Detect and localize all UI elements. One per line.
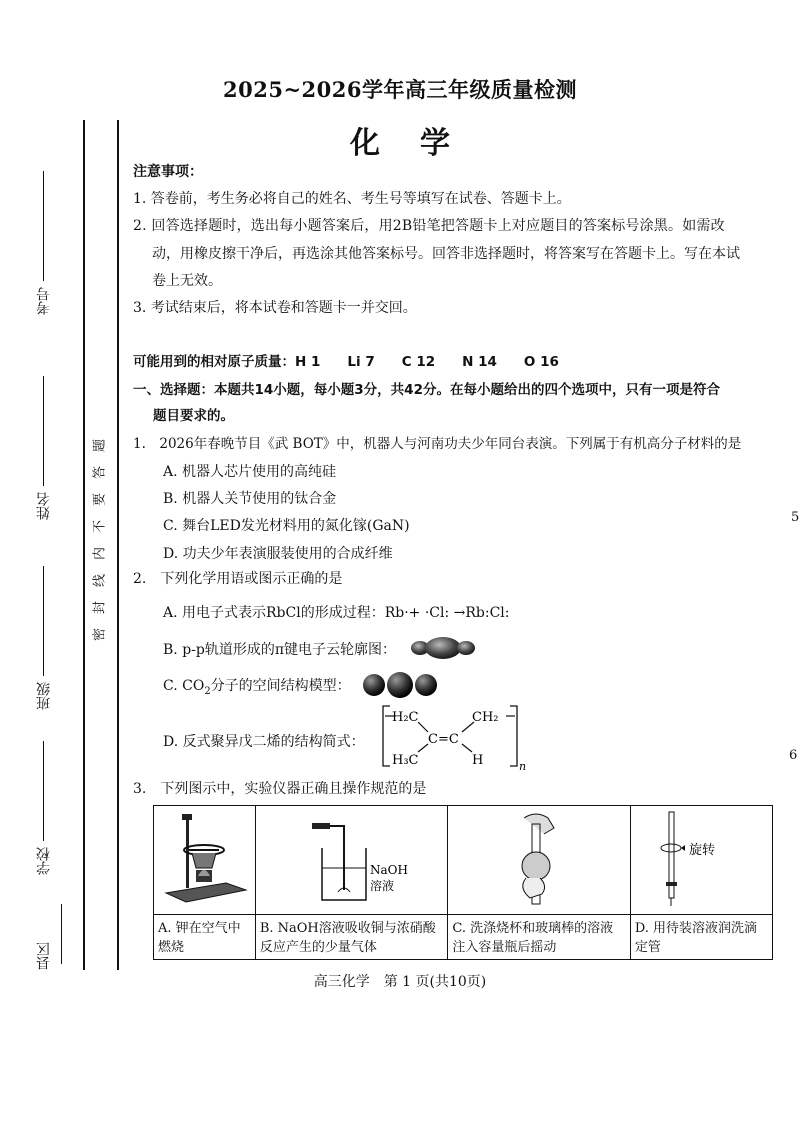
page-footer: 高三化学 第 1 页(共10页) xyxy=(313,974,487,990)
edge-glyph-6: 6 xyxy=(789,748,798,763)
volumetric-flask-icon xyxy=(454,808,624,908)
q2-option-c: C. $CO_2$分子的空间结构模型： xyxy=(163,678,351,697)
solution-label: 溶液 xyxy=(369,879,394,893)
apparatus-table xyxy=(153,805,773,960)
notice-item-1: 1. 答卷前，考生务必将自己的姓名、考生号等填写在试卷、答题卡上。 xyxy=(133,191,571,207)
notice-item-2-cont: 动，用橡皮擦干净后，再选涂其他答案标号。回答非选择题时，将答案写在答题卡上。写在本试 xyxy=(152,246,740,262)
subject-title: 化学 xyxy=(350,126,490,161)
caption-c: C. 洗涤烧杯和玻璃棒的溶液注入容量瓶后摇动 xyxy=(448,915,630,960)
q2-option-a: A. 用电子式表示RbCl的形成过程：Rb·+ ·Cl: →Rb:Cl: xyxy=(163,605,510,621)
caption-a: A. 钾在空气中燃烧 xyxy=(154,915,256,960)
crucible-stand-icon xyxy=(156,808,252,908)
field-exam-number: 考号 xyxy=(34,165,58,315)
field-name: 姓名 xyxy=(34,370,58,520)
apparatus-d-cell xyxy=(630,806,772,915)
q1-option-d: D. 功夫少年表演服装使用的合成纤维 xyxy=(163,546,393,562)
co2-model-icon xyxy=(360,670,440,700)
h3c-label: H₃C xyxy=(392,753,419,768)
binding-line-inner xyxy=(117,120,119,970)
apparatus-c-cell xyxy=(448,806,630,915)
notice-item-3: 3. 考试结束后，将本试卷和答题卡一并交回。 xyxy=(133,300,417,316)
notice-item-2: 2. 回答选择题时，选出每小题答案后，用2B铅笔把答题卡上对应题目的答案标号涂黑。如需改 xyxy=(133,218,725,234)
seal-warning: 题 答 要 不 内 线 封 密 xyxy=(92,439,108,642)
notice-item-2-cont2: 卷上无效。 xyxy=(152,273,222,289)
q1-stem: 1. 2026年春晚节目《武 BOT》中，机器人与河南功夫少年同台表演。下列属于有机高分子材料的是 xyxy=(133,436,742,452)
apparatus-a-cell xyxy=(154,806,256,915)
field-class: 班级 xyxy=(34,560,58,710)
burette-icon xyxy=(633,808,769,908)
h2c-label: H₂C xyxy=(392,710,419,725)
field-school: 学校 xyxy=(34,735,58,875)
h-label: H xyxy=(472,753,484,768)
caption-d: D. 用待装溶液润洗滴定管 xyxy=(630,915,772,960)
q2-option-b: B. p-p轨道形成的π键电子云轮廓图： xyxy=(163,642,397,658)
cc-double-bond: C=C xyxy=(428,732,459,747)
q3-stem: 3. 下列图示中，实验仪器正确且操作规范的是 xyxy=(133,781,427,797)
section1-line1: 一、选择题：本题共14小题，每小题3分，共42分。在每小题给出的四个选项中，只有一项是符合 xyxy=(133,382,720,398)
ch2-label: CH₂ xyxy=(472,710,499,725)
q1-option-b: B. 机器人关节使用的钛合金 xyxy=(163,491,337,507)
edge-glyph-5: 5 xyxy=(791,510,800,525)
section1-line2: 题目要求的。 xyxy=(153,408,234,424)
q2-stem: 2. 下列化学用语或图示正确的是 xyxy=(133,571,343,587)
caption-b: B. NaOH溶液吸收铜与浓硝酸反应产生的少量气体 xyxy=(255,915,448,960)
pi-bond-orbital-icon xyxy=(408,633,478,663)
naoh-beaker-icon xyxy=(262,808,442,908)
field-county: 县区 xyxy=(34,880,58,970)
polyisoprene-structure xyxy=(380,700,530,772)
q1-option-a: A. 机器人芯片使用的高纯硅 xyxy=(163,464,337,480)
exam-title: 2025~2026学年高三年级质量检测 xyxy=(223,77,577,102)
naoh-label: NaOH xyxy=(369,863,408,877)
apparatus-b-cell xyxy=(255,806,448,915)
notice-heading: 注意事项： xyxy=(133,164,203,180)
q2-option-d: D. 反式聚异戊二烯的结构简式： xyxy=(163,734,365,750)
atomic-masses: 可能用到的相对原子质量：H 1 Li 7 C 12 N 14 O 16 xyxy=(133,354,559,370)
n-subscript: n xyxy=(519,760,527,772)
rotate-label: 旋转 xyxy=(689,843,716,858)
binding-line-outer xyxy=(83,120,85,970)
q1-option-c: C. 舞台LED发光材料用的氮化镓(GaN) xyxy=(163,518,410,534)
